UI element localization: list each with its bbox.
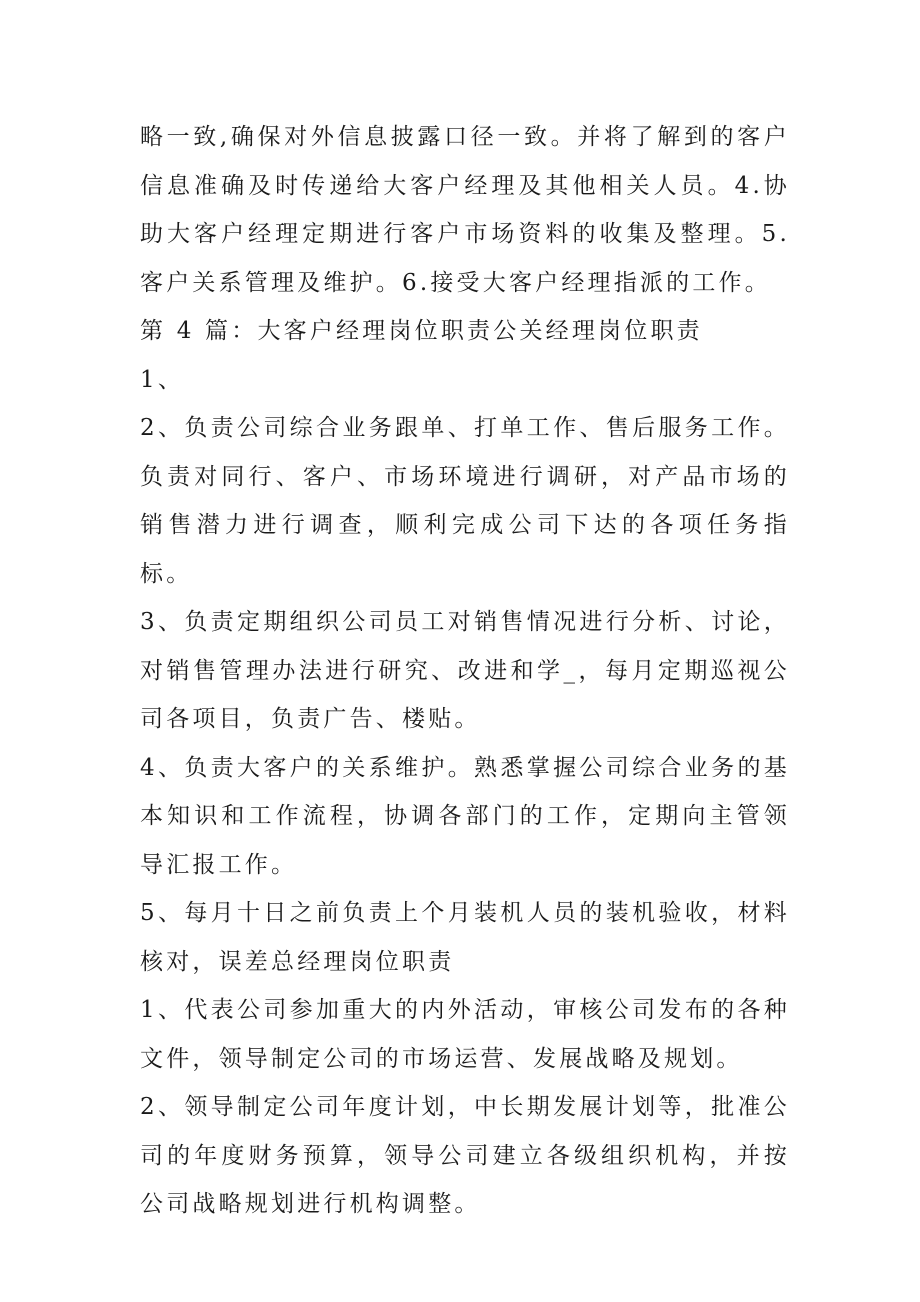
list-item: 2、负责公司综合业务跟单、打单工作、售后服务工作。 负责对同行、客户、市场环境进行调研，对产品市场的销售潜力进行调查，顺利完成公司下达的各项任务指标。 (140, 415, 790, 587)
list-item: 2、领导制定公司年度计划，中长期发展计划等，批准公司的年度财务预算，领导公司建立各级组织机构，并按公司战略规划进行机构调整。 (140, 1094, 790, 1217)
paragraph-continuation: 略一致,确保对外信息披露口径一致。并将了解到的客户信息准确及时传递给大客户经理及其他相关人员。4.协助大客户经理定期进行客户市场资料的收集及整理。5.客户关系管理及维护。6.接受大客户经理指派的工作。 (140, 124, 790, 296)
list-item: 4、负责大客户的关系维护。熟悉掌握公司综合业务的基本知识和工作流程，协调各部门的工作，定期向主管领导汇报工作。 (140, 754, 790, 878)
list-item: 1、代表公司参加重大的内外活动，审核公司发布的各种文件，领导制定公司的市场运营、发展战略及规划。 (140, 997, 790, 1072)
section-heading: 第 4 篇：大客户经理岗位职责公关经理岗位职责 (140, 318, 703, 344)
list-item: 1、 (140, 366, 185, 393)
document-body (140, 113, 790, 1229)
list-item: 5、每月十日之前负责上个月装机人员的装机验收，材料核对，误差总经理岗位职责 (140, 900, 790, 975)
list-item: 3、负责定期组织公司员工对销售情况进行分析、讨论，对销售管理办法进行研究、改进和学_，每月定期巡视公司各项目，负责广告、楼贴。 (140, 609, 790, 732)
